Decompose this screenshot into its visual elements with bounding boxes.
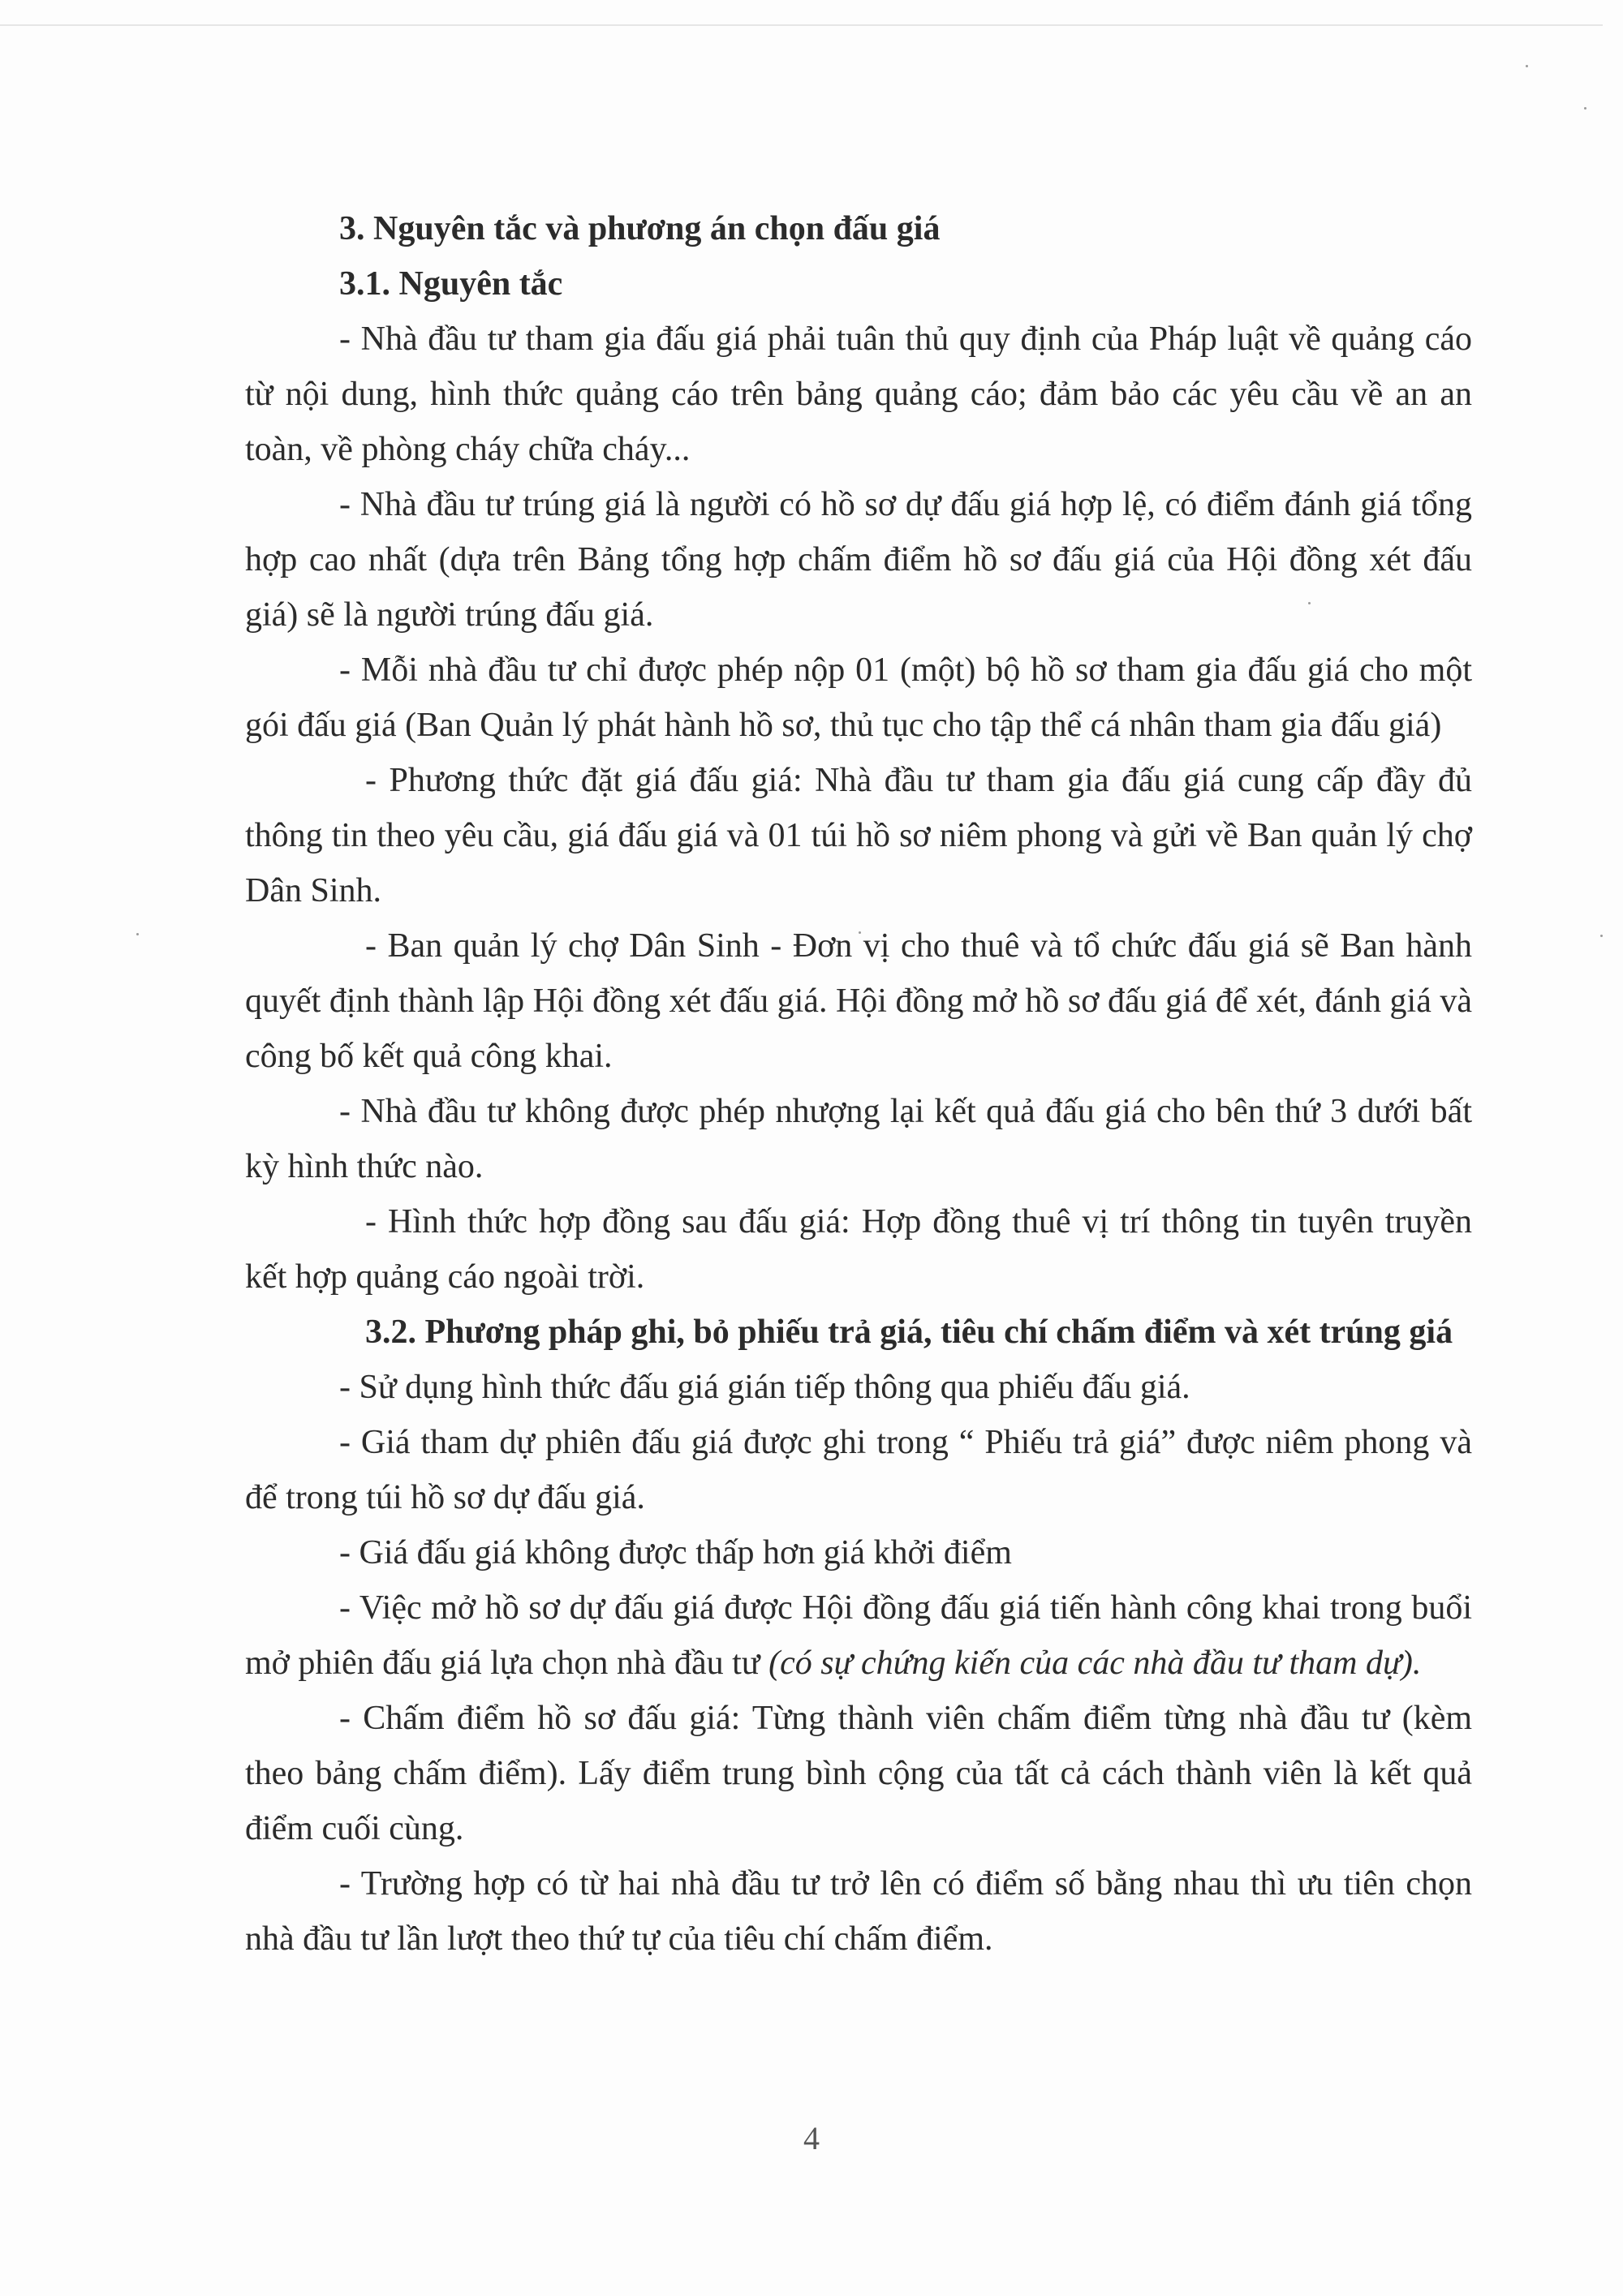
paragraph: - Nhà đầu tư tham gia đấu giá phải tuân thủ quy định của Pháp luật về quảng cáo từ nội dung, hình thức quảng cáo trên bảng quảng cáo; đảm bảo các yêu cầu về an an toàn, về phòng cháy chữa cháy...	[245, 320, 1472, 468]
paragraph: - Giá tham dự phiên đấu giá được ghi trong “ Phiếu trả giá” được niêm phong và để trong túi hồ sơ dự đấu giá.	[245, 1424, 1472, 1516]
paragraph: - Ban quản lý chợ Dân Sinh - Đơn vị cho thuê và tổ chức đấu giá sẽ Ban hành quyết định thành lập Hội đồng xét đấu giá. Hội đồng mở hồ sơ đấu giá để xét, đánh giá và công bố kết quả công khai.	[245, 927, 1472, 1075]
document-body	[245, 201, 1472, 1967]
paragraph: - Trường hợp có từ hai nhà đầu tư trở lên có điểm số bằng nhau thì ưu tiên chọn nhà đầu tư lần lượt theo thứ tự của tiêu chí chấm điểm.	[245, 1865, 1472, 1958]
paragraph: - Phương thức đặt giá đấu giá: Nhà đầu tư tham gia đấu giá cung cấp đầy đủ thông tin theo yêu cầu, giá đấu giá và 01 túi hồ sơ niêm phong và gửi về Ban quản lý chợ Dân Sinh.	[245, 762, 1472, 909]
paragraph: - Sử dụng hình thức đấu giá gián tiếp thông qua phiếu đấu giá.	[339, 1369, 1190, 1406]
paragraph-mixed	[245, 1580, 1472, 1691]
scan-speck	[1526, 65, 1528, 67]
scan-speck	[1600, 935, 1603, 937]
heading-section-3-2: 3.2. Phương pháp ghi, bỏ phiếu trả giá, tiêu chí chấm điểm và xét trúng giá	[365, 1314, 1453, 1351]
paragraph: - Nhà đầu tư trúng giá là người có hồ sơ dự đấu giá hợp lệ, có điểm đánh giá tổng hợp cao nhất (dựa trên Bảng tổng hợp chấm điểm hồ sơ đấu giá của Hội đồng xét đấu giá) sẽ là người trúng đấu giá.	[245, 486, 1472, 634]
heading-section-3: 3. Nguyên tắc và phương án chọn đấu giá	[339, 210, 941, 247]
heading-section-3-1: 3.1. Nguyên tắc	[339, 265, 563, 303]
paragraph: - Nhà đầu tư không được phép nhượng lại kết quả đấu giá cho bên thứ 3 dưới bất kỳ hình thức nào.	[245, 1093, 1472, 1185]
paragraph-text: - Việc mở hồ sơ dự đấu giá được Hội đồng đấu giá tiến hành công khai trong buổi mở phiên đấu giá lựa chọn nhà đầu tư	[245, 1589, 1472, 1682]
page-number: 4	[803, 2120, 820, 2156]
paragraph-italic-note: (có sự chứng kiến của các nhà đầu tư tham dự).	[768, 1645, 1422, 1682]
paragraph: - Mỗi nhà đầu tư chỉ được phép nộp 01 (một) bộ hồ sơ tham gia đấu giá cho một gói đấu giá (Ban Quản lý phát hành hồ sơ, thủ tục cho tập thể cá nhân tham gia đấu giá)	[245, 651, 1472, 744]
paragraph: - Giá đấu giá không được thấp hơn giá khởi điểm	[339, 1534, 1012, 1572]
paragraph: - Chấm điểm hồ sơ đấu giá: Từng thành viên chấm điểm từng nhà đầu tư (kèm theo bảng chấm điểm). Lấy điểm trung bình cộng của tất cả cách thành viên là kết quả điểm cuối cùng.	[245, 1700, 1472, 1847]
scan-speck	[136, 933, 139, 935]
scan-top-edge	[0, 24, 1603, 26]
scan-speck	[1584, 107, 1586, 110]
paragraph: - Hình thức hợp đồng sau đấu giá: Hợp đồng thuê vị trí thông tin tuyên truyền kết hợp quảng cáo ngoài trời.	[245, 1203, 1472, 1296]
